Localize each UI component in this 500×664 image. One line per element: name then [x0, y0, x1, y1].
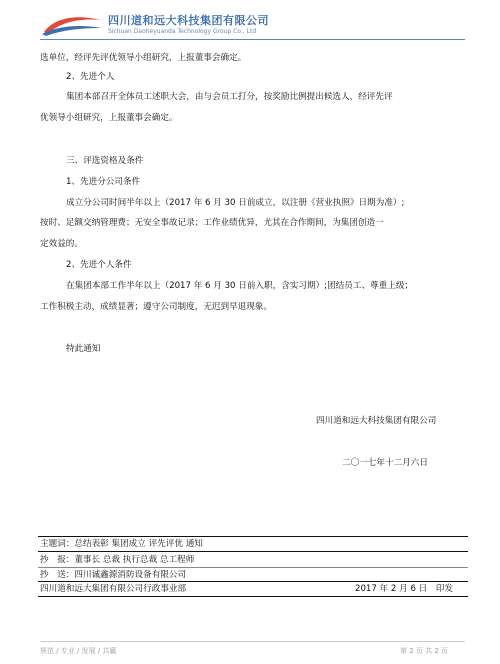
issuer: 四川道和远大集团有限公司行政事业部	[40, 584, 187, 594]
body-line: 工作积极主动，成绩显著；遵守公司制度，无迟到早退现象。	[40, 302, 273, 312]
cc-report: 抄 报：董事长 总裁 执行总裁 总工程师	[40, 555, 195, 565]
footer-divider	[40, 641, 465, 642]
table-rule	[38, 536, 468, 537]
signature-date: 二〇一七年十二月六日	[342, 458, 428, 468]
body-line: 在集团本部工作半年以上（2017 年 6 月 30 日前入职，含实习期）;团结员工、尊重上级；	[66, 281, 414, 291]
body-line: 按时、足额交纳管理费；无安全事故记录；工作业绩优异，尤其在合作期间，为集团创造一	[40, 218, 384, 228]
company-english-name: Sichuan Daoheyuanda Technology Group Co., Ltd	[108, 28, 257, 35]
section-heading: 三、评选资格及条件	[66, 156, 144, 166]
body-line: 定效益的。	[40, 239, 83, 249]
section-heading: 2、先进个人	[66, 72, 115, 82]
table-rule	[38, 567, 468, 568]
body-line: 集团本部召开全体员工述职大会，由与会员工打分，按奖励比例提出候选人，经评先评	[66, 92, 393, 102]
table-rule	[38, 551, 468, 552]
section-heading: 2、先进个人条件	[66, 260, 132, 270]
header-divider	[40, 39, 465, 40]
subject-keywords: 主题词：总结表彰 集团成立 评先评优 通知	[40, 539, 203, 549]
section-heading: 1、先进分公司条件	[66, 177, 141, 187]
closing-remark: 特此通知	[66, 344, 101, 354]
footer-slogan: 规范 / 专业 / 发展 / 共赢	[40, 647, 117, 655]
body-line: 选单位，经评先评优领导小组研究，上报董事会确定。	[40, 53, 247, 63]
issue-date: 2017 年 2 月 6 日 印发	[355, 584, 454, 594]
company-logo-icon	[40, 10, 104, 38]
cc-send: 抄 送：四川诚鑫源消防设备有限公司	[40, 570, 187, 580]
company-name: 四川道和远大科技集团有限公司	[108, 14, 269, 27]
table-rule	[38, 581, 468, 582]
table-rule	[38, 596, 468, 597]
signer: 四川道和远大科技集团有限公司	[316, 416, 437, 426]
page-number: 第 2 页 共 2 页	[400, 647, 449, 655]
body-line: 优领导小组研究，上报董事会确定。	[40, 113, 178, 123]
body-line: 成立分公司时间半年以上（2017 年 6 月 30 日前成立，以注册《营业执照》日期为准）;	[66, 198, 405, 208]
